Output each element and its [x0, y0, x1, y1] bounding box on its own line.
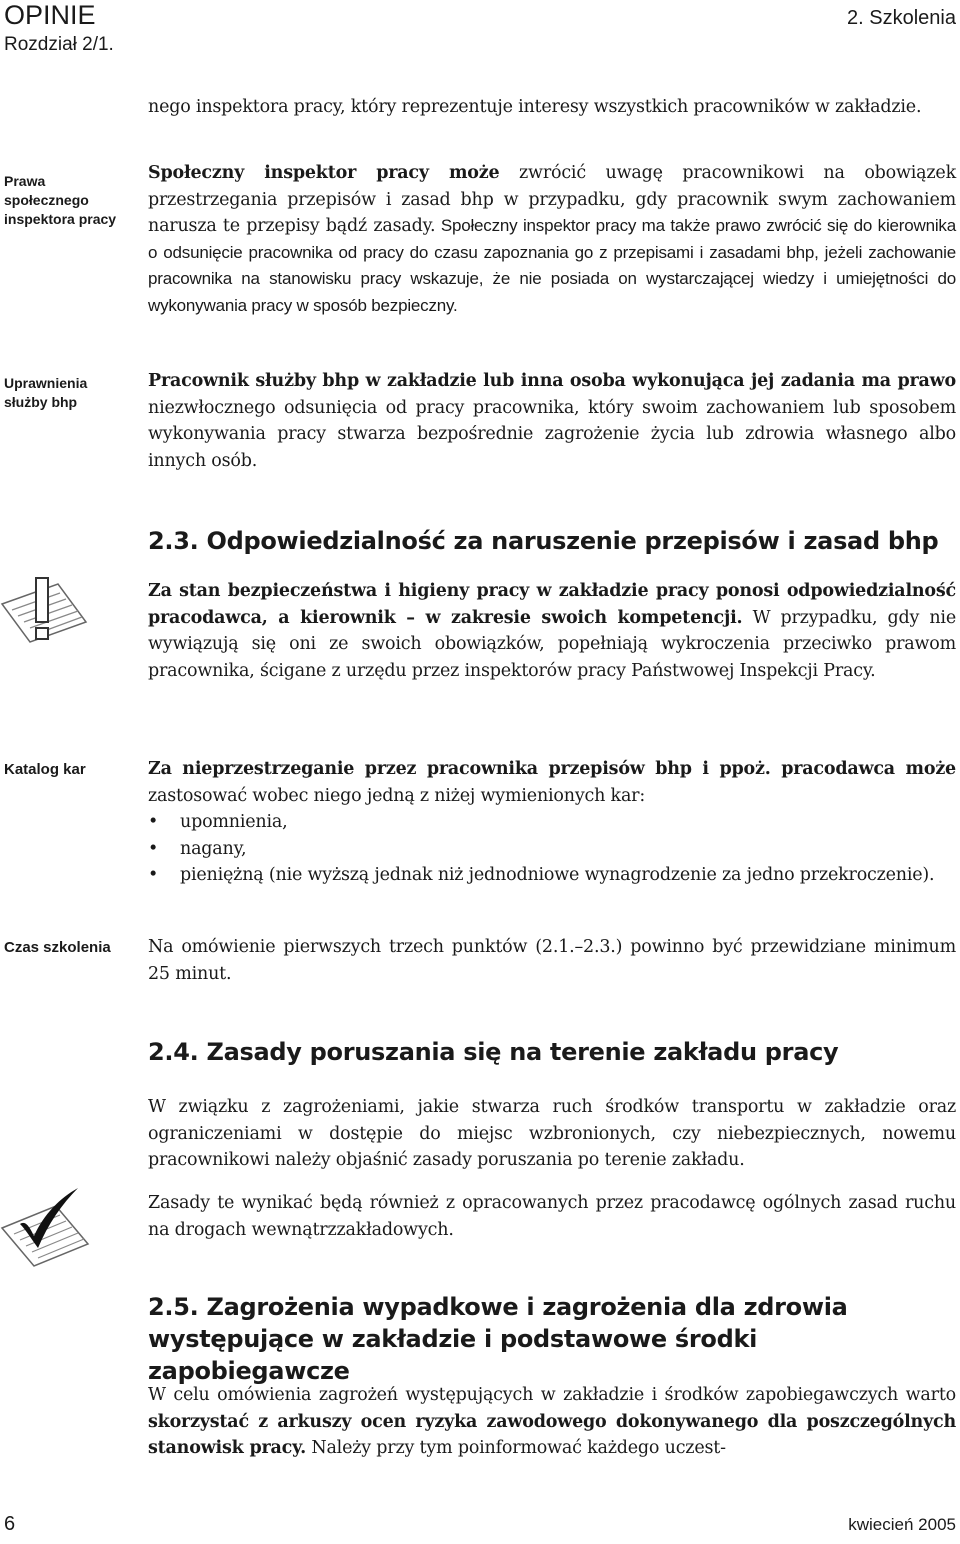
penalties-text: zastosować wobec niego jedną z niżej wymienionych kar: [148, 785, 646, 806]
paragraph-powers [148, 368, 956, 474]
publication-title: OPINIE [4, 0, 96, 30]
exclamation-document-icon [0, 574, 90, 646]
paragraph-rights [148, 160, 956, 319]
hazards-text-b: Należy przy tym poinformować każdego uczest- [305, 1438, 726, 1458]
heading-2-5-line-2: występujące w zakładzie i podstawowe środki zapobiegawcze [148, 1325, 758, 1385]
chapter-label: Rozdział 2/1. [4, 34, 114, 55]
paragraph-penalties [148, 756, 956, 889]
heading-2-5-line-1: 2.5. Zagrożenia wypadkowe i zagrożenia dla zdrowia [148, 1293, 848, 1321]
powers-lead-bold: Pracownik służby bhp w zakładzie lub inna osoba wykonująca jej zadania ma prawo [148, 371, 956, 391]
penalty-list [148, 809, 956, 889]
heading-2-4: 2.4. Zasady poruszania się na terenie zakładu pracy [148, 1038, 839, 1066]
list-item: • pieniężną (nie wyższą jednak niż jednodniowe wynagrodzenie za jedno przekroczenie). [148, 862, 956, 889]
paragraph-movement-1: W związku z zagrożeniami, jakie stwarza ruch środków transportu w zakładzie oraz ograniczeniami w dostępie do miejsc wzbronionych, czy niebezpiecznych, nowemu pracownikowi należy objaśnić zasady poruszania po terenie zakładu. [148, 1097, 956, 1170]
rights-text-extra: Społeczny inspektor pracy ma także prawo zwrócić się do kierownika o odsunięcie pracownika od pracy do czasu zapoznania go z przepisami i zasadami bhp, jeżeli zachowanie pracownika na stanowisku pracy wskazuje, że nie posiada on wystarczającej wiedzy i umiejętności do wykonywania pracy w sposób bezpieczny. [148, 216, 956, 315]
powers-text: niezwłocznego odsunięcia od pracy pracownika, który swoim zachowaniem lub sposobem wykonywania pracy stwarza bezpośrednie zagrożenie życia lub zdrowia własnego albo innych osób. [148, 397, 956, 471]
margin-note-penalties: Katalog kar [4, 761, 86, 778]
page-number: 6 [4, 1513, 16, 1535]
paragraph-duration: Na omówienie pierwszych trzech punktów (2.1.–2.3.) powinno być przewidziane minimum 25 minut. [148, 937, 956, 984]
hazards-bold: skorzystać z arkuszy ocen ryzyka zawodowego dokonywanego dla poszczególnych stanowisk pracy. [148, 1411, 956, 1458]
heading-2-3: 2.3. Odpowiedzialność za naruszenie przepisów i zasad bhp [148, 527, 939, 555]
rights-text: zwrócić uwagę pracownikowi na obowiązek przestrzegania przepisów i zasad bhp w przypadku, gdy pracownik swym zachowaniem narusza te przepisy bądź zasady. [148, 163, 956, 236]
paragraph-responsibility [148, 578, 956, 684]
responsibility-text: W przypadku, gdy nie wywiązują się oni ze swoich obowiązków, popełniają wykroczenia przeciwko prawom pracownika, ścigane z urzędu przez inspektorów pracy Państwowej Inspekcji Pracy. [148, 607, 956, 681]
paragraph-movement-2: Zasady te wynikać będą również z opracowanych przez pracodawcę ogólnych zasad ruchu na drogach wewnątrzzakładowych. [148, 1193, 956, 1240]
hazards-text-a: W celu omówienia zagrożeń występujących w zakładzie i środków zapobiegawczych warto [148, 1385, 956, 1405]
margin-note-powers: Uprawnienia służby bhp [4, 375, 88, 410]
paragraph-hazards [148, 1382, 956, 1462]
list-item: • nagany, [148, 836, 956, 863]
margin-note-rights: Prawa społecznego inspektora pracy [4, 173, 117, 227]
list-item: • upomnienia, [148, 809, 956, 836]
section-label: 2. Szkolenia [847, 7, 956, 29]
penalties-lead-bold: Za nieprzestrzeganie przez pracownika przepisów bhp i ppoż. pracodawca może [148, 759, 956, 779]
heading-2-5 [148, 1291, 956, 1387]
checkmark-document-icon [0, 1184, 90, 1268]
issue-date: kwiecień 2005 [848, 1515, 956, 1534]
responsibility-lead-bold: Za stan bezpieczeństwa i higieny pracy w zakładzie pracy ponosi odpowiedzialność pracodawca, a kierownik – w zakresie swoich kompetencji. [148, 581, 956, 628]
margin-note-duration: Czas szkolenia [4, 939, 111, 956]
rights-lead-bold: Społeczny inspektor pracy może [148, 163, 500, 183]
paragraph-intro: nego inspektora pracy, który reprezentuje interesy wszystkich pracowników w zakładzie. [148, 97, 922, 117]
